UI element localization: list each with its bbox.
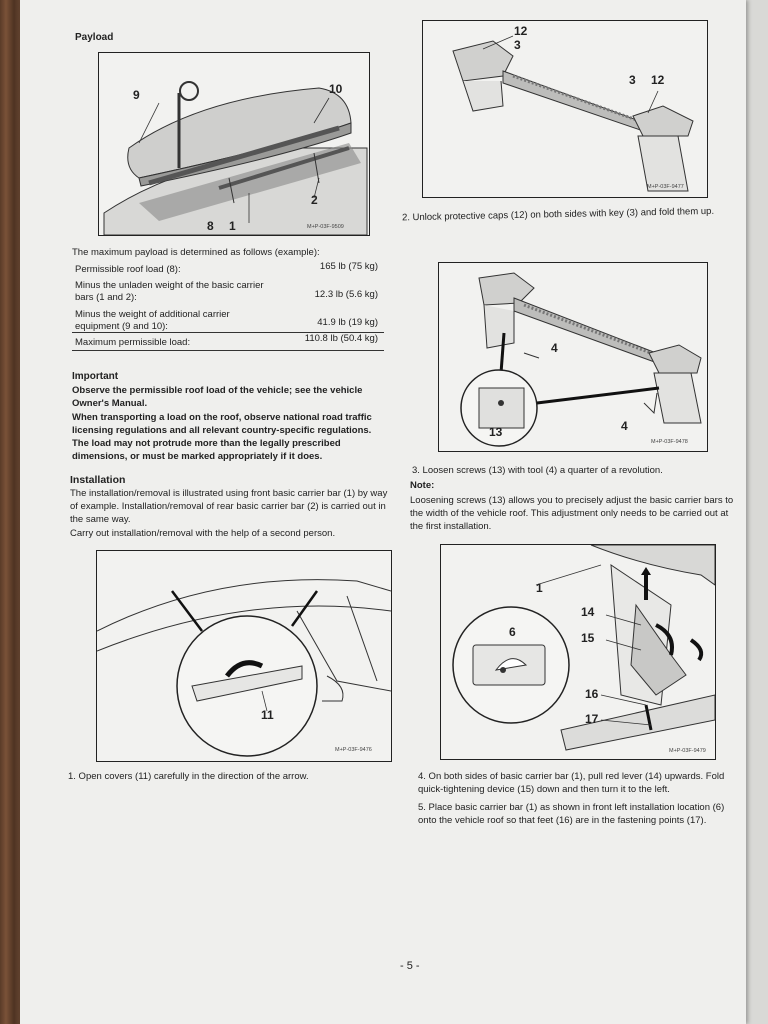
important-text: Observe the permissible roof load of the vehicle; see the vehicle Owner's Manual. — [72, 385, 363, 409]
figure-code: M+P-03F-9478 — [651, 439, 688, 445]
label-16: 16 — [585, 687, 599, 701]
payload-row-label: Maximum permissible load: — [75, 337, 191, 348]
label-13: 13 — [489, 425, 503, 439]
label-14: 14 — [581, 605, 595, 619]
payload-row-value: 110.8 lb (50.4 kg) — [304, 333, 378, 344]
figure-code: M+P-03F-9476 — [335, 747, 372, 753]
page-number: - 5 - — [400, 960, 420, 972]
label-3: 3 — [514, 38, 521, 52]
label-1: 1 — [536, 581, 543, 595]
label-12: 12 — [514, 24, 528, 38]
label-10: 10 — [329, 82, 343, 96]
payload-intro: The maximum payload is determined as follows (example): — [72, 247, 320, 258]
label-1: 1 — [229, 219, 236, 233]
payload-row-label: Minus the unladen weight of the basic carrier bars (1 and 2): — [75, 280, 264, 303]
figure-code: M+P-03F-9509 — [307, 224, 344, 230]
label-8: 8 — [207, 219, 214, 233]
payload-row-value: 12.3 lb (5.6 kg) — [314, 289, 378, 300]
label-4: 4 — [551, 341, 558, 355]
payload-figure — [98, 52, 370, 236]
screws-figure — [438, 262, 708, 452]
payload-heading: Payload — [75, 32, 114, 43]
quick-tightening-illustration — [441, 545, 715, 759]
payload-row-label: Permissible roof load (8): — [75, 264, 181, 275]
step-3: 3. Loosen screws (13) with tool (4) a quarter of a revolution. — [412, 465, 663, 476]
step-2: 2. Unlock protective caps (12) on both sides with key (3) and fold them up. — [401, 205, 715, 224]
label-17: 17 — [585, 712, 599, 726]
payload-row-value: 165 lb (75 kg) — [319, 261, 378, 272]
installation-p1: The installation/removal is illustrated using front basic carrier bar (1) by way of example. Installation/removal of rear basic carrier bar (2) is carried out in the same way. — [70, 488, 388, 525]
screw-loosening-illustration — [439, 263, 707, 451]
label-11: 11 — [261, 708, 274, 722]
roof-box-illustration — [99, 53, 369, 235]
figure-code: M+P-03F-9477 — [647, 184, 684, 190]
step-4: 4. On both sides of basic carrier bar (1), pull red lever (14) upwards. Fold quick-tightening device (15) down and then turn it to the left. — [418, 771, 725, 795]
label-4: 4 — [621, 419, 628, 433]
label-3: 3 — [629, 73, 636, 87]
carrier-bar-caps-illustration — [423, 21, 707, 197]
step-5: 5. Place basic carrier bar (1) as shown in front left installation location (6) onto the vehicle roof so that feet (16) are in the fastening points (17). — [418, 802, 725, 826]
figure-code: M+P-03F-9479 — [669, 748, 706, 754]
payload-row-value: 41.9 lb (19 kg) — [317, 317, 378, 328]
divider — [72, 350, 384, 351]
important-text2: When transporting a load on the roof, observe national road traffic licensing regulations and all relevant country-specific regulations. The load may not protrude more than the legally prescribed dimensions, or must be marked appropriately if it does. — [72, 412, 372, 462]
note-text: Loosening screws (13) allows you to precisely adjust the basic carrier bars to the width of the vehicle roof. This adjustment only needs to be carried out at the first installation. — [410, 495, 734, 532]
label-2: 2 — [311, 193, 318, 207]
caps-figure — [422, 20, 708, 198]
label-6: 6 — [509, 625, 516, 639]
label-9: 9 — [133, 88, 140, 102]
manual-page — [20, 0, 746, 1024]
label-15: 15 — [581, 631, 595, 645]
important-heading: Important — [72, 371, 119, 382]
installation-p2: Carry out installation/removal with the help of a second person. — [70, 528, 336, 539]
lever-figure — [440, 544, 716, 760]
open-covers-figure — [96, 550, 392, 762]
note-heading: Note: — [410, 480, 435, 491]
label-12: 12 — [651, 73, 665, 87]
installation-heading: Installation — [70, 474, 126, 486]
step-1: 1. Open covers (11) carefully in the direction of the arrow. — [68, 771, 309, 782]
payload-row-label: Minus the weight of additional carrier equipment (9 and 10): — [75, 309, 230, 332]
car-roof-illustration — [97, 551, 391, 761]
